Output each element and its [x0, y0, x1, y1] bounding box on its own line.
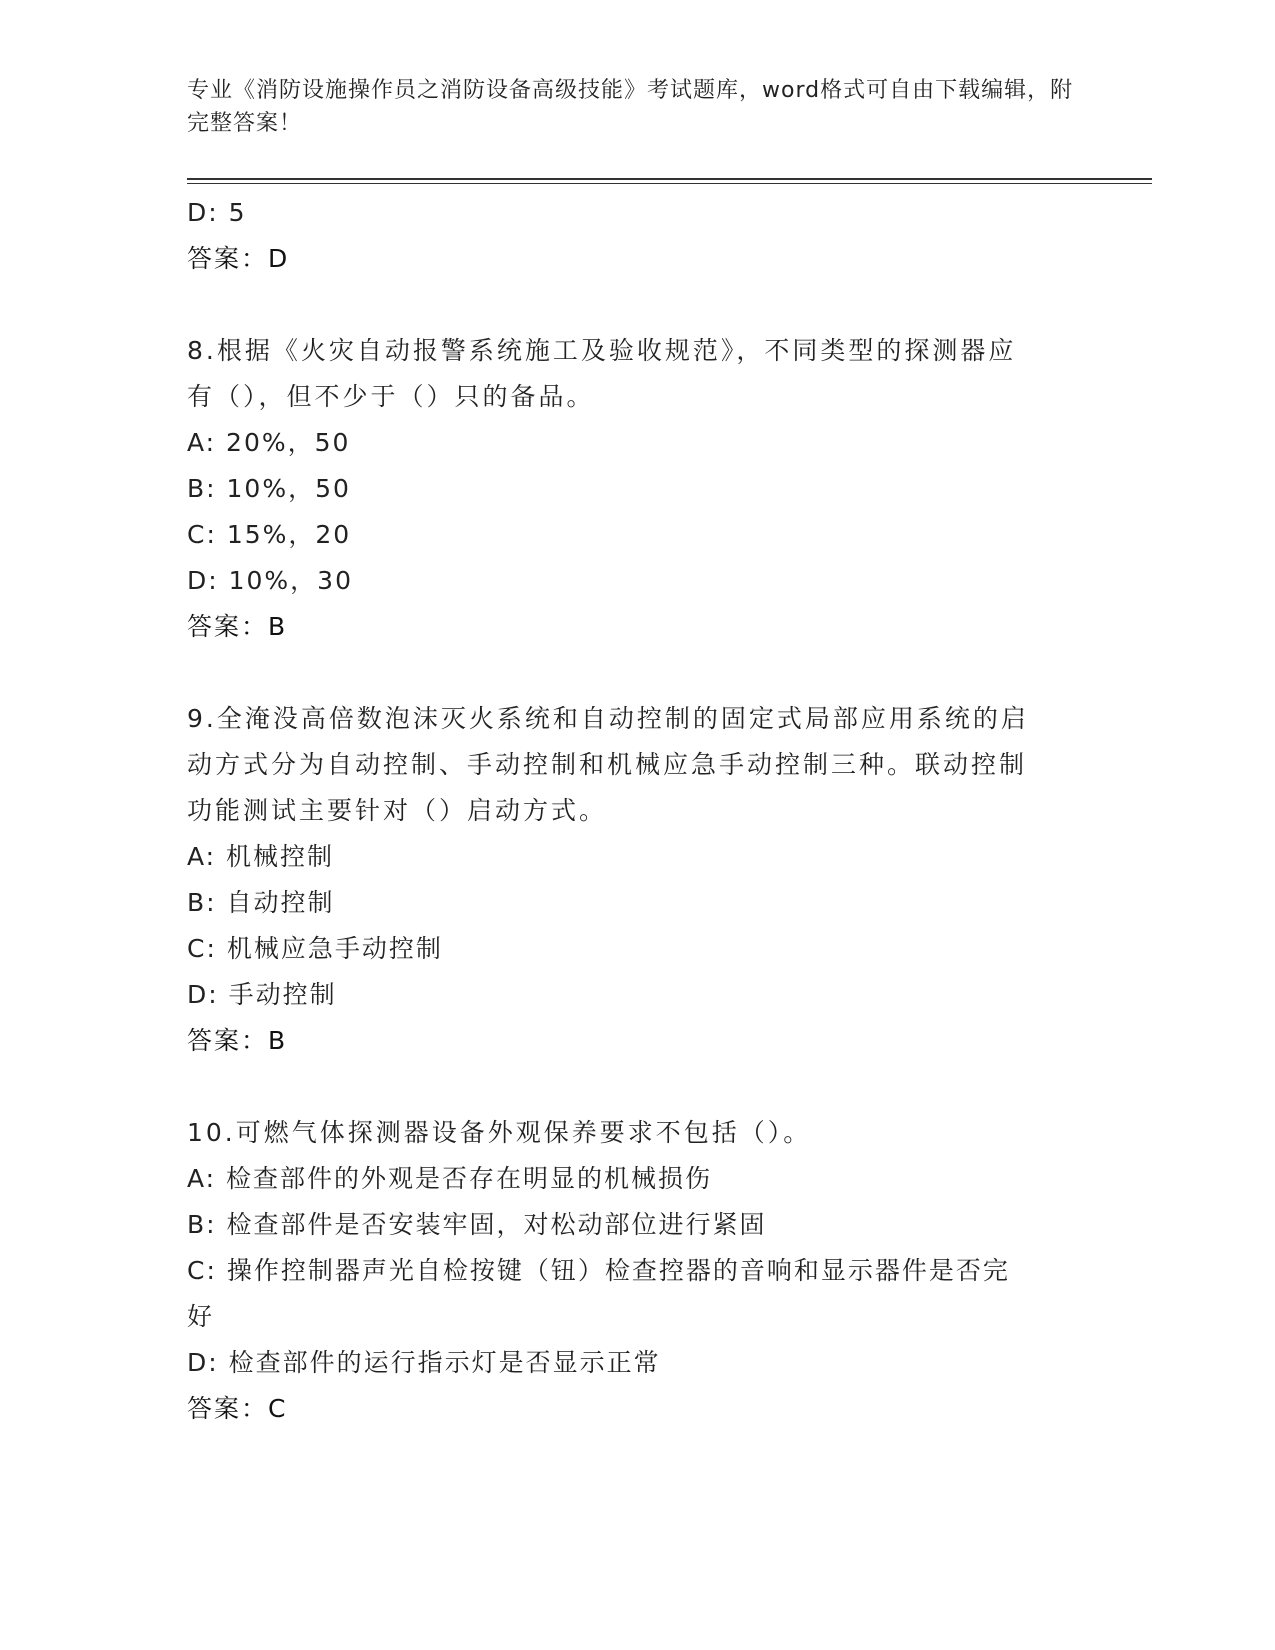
document-body [187, 190, 1087, 1432]
option-c: C: 操作控制器声光自检按键（钮）检查控器的音响和显示器件是否完 [187, 1256, 1010, 1285]
option-a: A: 检查部件的外观是否存在明显的机械损伤 [187, 1164, 713, 1193]
option-c: C: 15%，20 [187, 520, 352, 549]
option-a: A: 机械控制 [187, 842, 335, 871]
question-answer: 答案：C [187, 1394, 288, 1423]
spacer [187, 1064, 1087, 1110]
option-b: B: 检查部件是否安装牢固，对松动部位进行紧固 [187, 1210, 767, 1239]
header-divider [187, 178, 1152, 184]
option-a: A: 20%，50 [187, 428, 351, 457]
question-9 [187, 696, 1087, 1064]
prev-question-option-d: D: 5 [187, 198, 247, 227]
question-10 [187, 1110, 1087, 1432]
option-c: C: 机械应急手动控制 [187, 934, 443, 963]
question-stem-line: 9.全淹没高倍数泡沫灭火系统和自动控制的固定式局部应用系统的启 [187, 704, 1029, 733]
spacer [187, 650, 1087, 696]
question-stem-line: 有（），但不少于（）只的备品。 [187, 382, 595, 411]
option-d: D: 手动控制 [187, 980, 337, 1009]
question-stem-line: 动方式分为自动控制、手动控制和机械应急手动控制三种。联动控制 [187, 750, 1028, 779]
question-answer: 答案：B [187, 1026, 288, 1055]
option-d: D: 检查部件的运行指示灯是否显示正常 [187, 1348, 661, 1377]
option-c-continued: 好 [187, 1302, 215, 1331]
option-d: D: 10%，30 [187, 566, 353, 595]
question-stem-line: 8.根据《火灾自动报警系统施工及验收规范》，不同类型的探测器应 [187, 336, 1017, 365]
question-answer: 答案：B [187, 612, 288, 641]
header-note: 专业《消防设施操作员之消防设备高级技能》考试题库，word格式可自由下载编辑，附完整答案！ [187, 78, 1074, 136]
spacer [187, 282, 1087, 328]
question-stem-line: 功能测试主要针对（）启动方式。 [187, 796, 608, 825]
prev-question-answer: 答案：D [187, 244, 290, 273]
option-b: B: 自动控制 [187, 888, 335, 917]
question-stem-line: 10.可燃气体探测器设备外观保养要求不包括（）。 [187, 1118, 812, 1147]
question-8 [187, 328, 1087, 650]
option-b: B: 10%，50 [187, 474, 351, 503]
